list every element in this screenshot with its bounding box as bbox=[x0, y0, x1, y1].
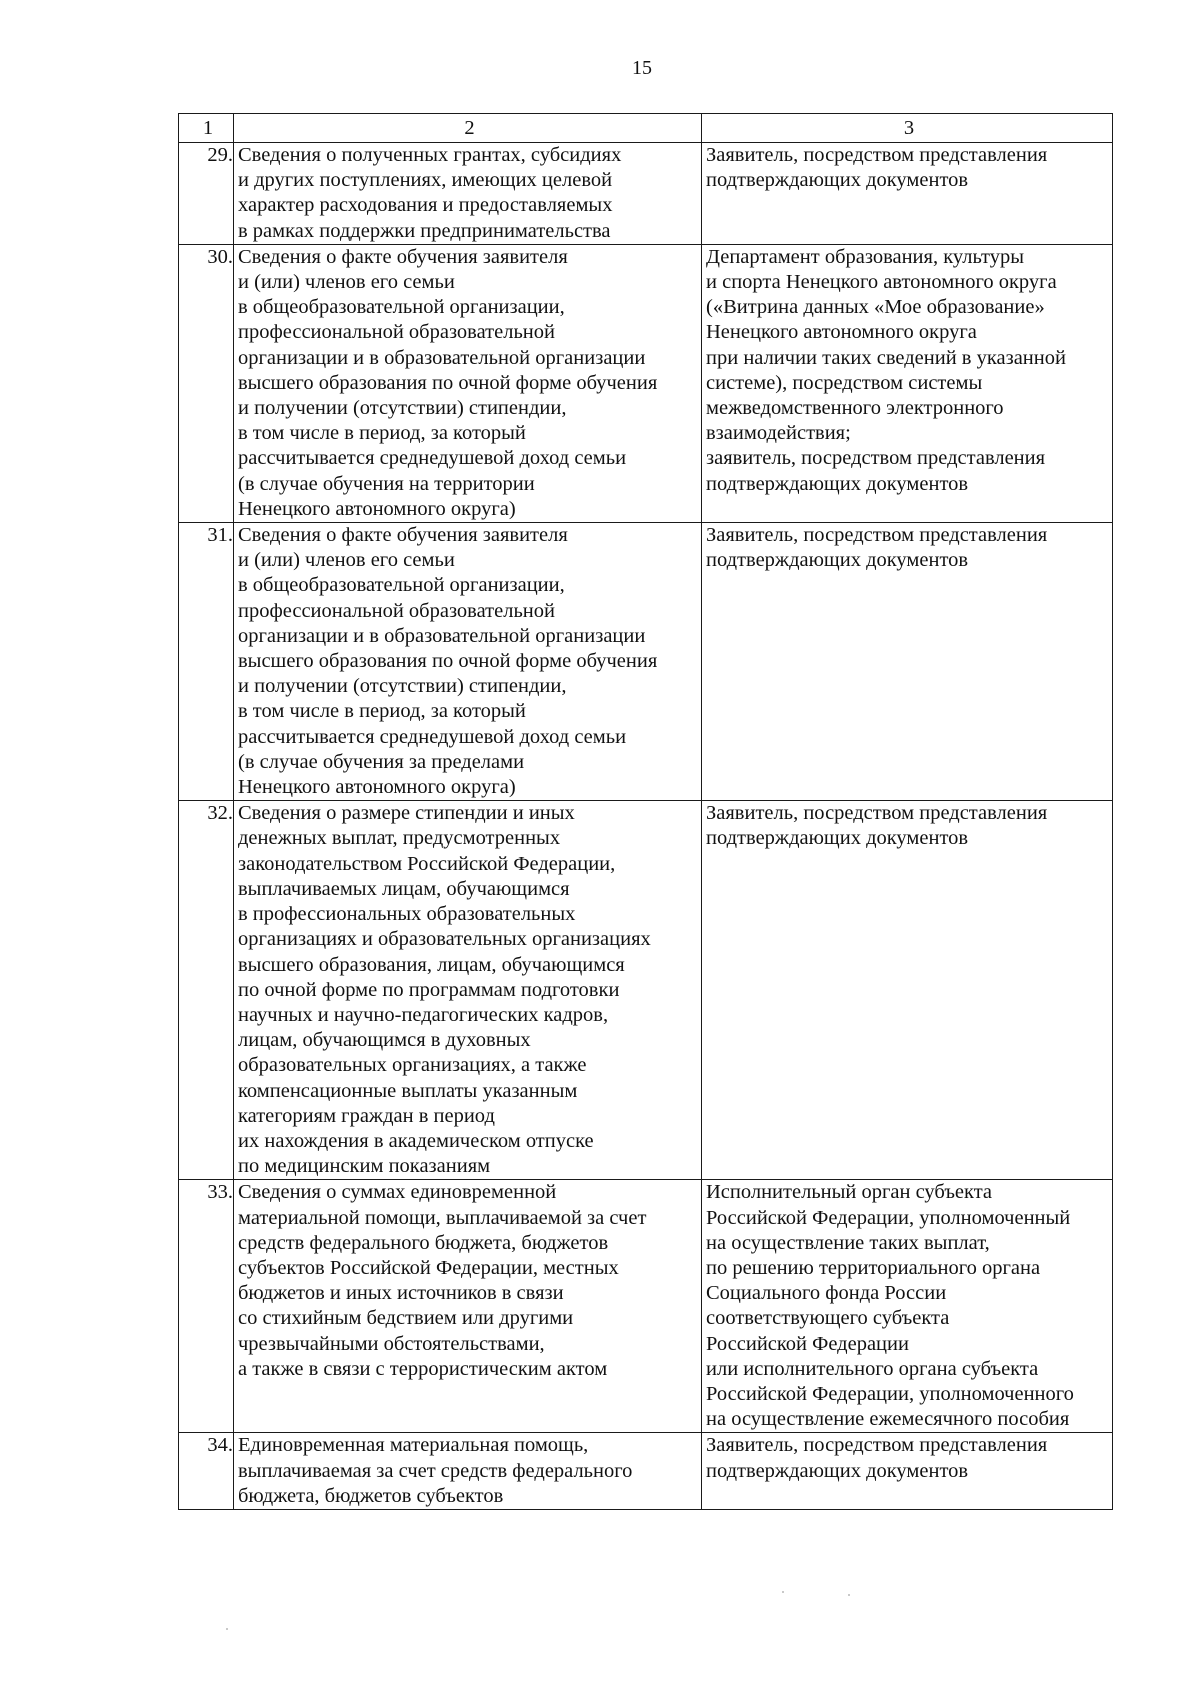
source-line: Заявитель, посредством представления bbox=[706, 144, 1048, 166]
description-line: в общеобразовательной организации, bbox=[238, 574, 565, 597]
description-line: Сведения о суммах единовременной bbox=[238, 1181, 557, 1204]
row-number: 31. bbox=[179, 523, 234, 801]
row-number: 29. bbox=[179, 143, 234, 245]
description-line: Сведения о полученных грантах, субсидиях bbox=[238, 144, 622, 166]
description-line: рассчитывается среднедушевой доход семьи bbox=[238, 725, 627, 748]
description-line: профессиональной образовательной bbox=[238, 321, 555, 344]
description-line: субъектов Российской Федерации, местных bbox=[238, 1256, 619, 1279]
column-header-1: 1 bbox=[179, 114, 234, 143]
source-line: Российской Федерации bbox=[706, 1332, 909, 1355]
source-line: Заявитель, посредством представления bbox=[706, 1434, 1048, 1457]
information-description-cell bbox=[234, 1180, 702, 1433]
description-line: бюджета, бюджетов субъектов bbox=[238, 1484, 504, 1507]
description-line: и других поступлениях, имеющих целевой bbox=[238, 169, 613, 192]
information-source-cell bbox=[702, 244, 1113, 522]
header-row bbox=[179, 114, 1113, 143]
table-row bbox=[179, 1180, 1113, 1433]
description-line: Сведения о факте обучения заявителя bbox=[238, 245, 568, 268]
scan-speck bbox=[782, 1591, 784, 1593]
source-line: подтверждающих документов bbox=[706, 472, 969, 495]
description-line: компенсационные выплаты указанным bbox=[238, 1079, 578, 1102]
source-line: Заявитель, посредством представления bbox=[706, 524, 1048, 547]
source-line: на осуществление таких выплат, bbox=[706, 1231, 990, 1254]
source-line: подтверждающих документов bbox=[706, 1459, 969, 1482]
description-line: по медицинским показаниям bbox=[238, 1155, 491, 1178]
description-line: высшего образования, лицам, обучающимся bbox=[238, 953, 625, 976]
source-line: при наличии таких сведений в указанной bbox=[706, 346, 1066, 369]
description-line: в рамках поддержки предпринимательства bbox=[238, 219, 611, 242]
description-line: Ненецкого автономного округа) bbox=[238, 776, 516, 799]
information-description-cell bbox=[234, 801, 702, 1180]
source-line: («Витрина данных «Мое образование» bbox=[706, 296, 1045, 319]
scan-speck bbox=[226, 1628, 228, 1630]
description-line: научных и научно-педагогических кадров, bbox=[238, 1003, 609, 1026]
description-line: их нахождения в академическом отпуске bbox=[238, 1129, 594, 1152]
source-line: по решению территориального органа bbox=[706, 1256, 1041, 1279]
description-line: выплачиваемых лицам, обучающимся bbox=[238, 877, 570, 900]
column-header-2: 2 bbox=[234, 114, 702, 143]
description-line: (в случае обучения за пределами bbox=[238, 750, 525, 773]
source-line: межведомственного электронного bbox=[706, 397, 1004, 420]
source-line: Социального фонда России bbox=[706, 1282, 947, 1305]
information-source-cell bbox=[702, 1433, 1113, 1510]
description-line: выплачиваемая за счет средств федерального bbox=[238, 1459, 633, 1482]
description-line: материальной помощи, выплачиваемой за счет bbox=[238, 1206, 647, 1229]
description-line: средств федерального бюджета, бюджетов bbox=[238, 1231, 609, 1254]
description-line: организации и в образовательной организации bbox=[238, 346, 646, 369]
source-line: подтверждающих документов bbox=[706, 549, 969, 572]
description-line: и (или) членов его семьи bbox=[238, 271, 455, 294]
source-line: на осуществление ежемесячного пособия bbox=[706, 1408, 1070, 1431]
description-line: организации и в образовательной организации bbox=[238, 624, 646, 647]
table-body bbox=[179, 143, 1113, 1510]
source-line: или исполнительного органа субъекта bbox=[706, 1357, 1039, 1380]
description-line: Сведения о размере стипендии и иных bbox=[238, 802, 575, 825]
information-source-cell bbox=[702, 143, 1113, 245]
source-line: Российской Федерации, уполномоченный bbox=[706, 1206, 1071, 1229]
information-source-cell bbox=[702, 1180, 1113, 1433]
source-line: подтверждающих документов bbox=[706, 827, 969, 850]
information-description-cell bbox=[234, 1433, 702, 1510]
table-row bbox=[179, 244, 1113, 522]
table-row bbox=[179, 1433, 1113, 1510]
description-line: Сведения о факте обучения заявителя bbox=[238, 524, 568, 547]
source-line: заявитель, посредством представления bbox=[706, 447, 1046, 470]
table-header bbox=[179, 114, 1113, 143]
column-header-3: 3 bbox=[702, 114, 1113, 143]
source-line: Департамент образования, культуры bbox=[706, 245, 1024, 268]
document-table bbox=[178, 113, 1113, 1510]
description-line: высшего образования по очной форме обучения bbox=[238, 650, 658, 673]
row-number: 34. bbox=[179, 1433, 234, 1510]
table-row bbox=[179, 801, 1113, 1180]
source-line: Ненецкого автономного округа bbox=[706, 321, 977, 344]
information-source-cell bbox=[702, 801, 1113, 1180]
description-line: бюджетов и иных источников в связи bbox=[238, 1282, 564, 1305]
source-line: Исполнительный орган субъекта bbox=[706, 1181, 993, 1204]
description-line: а также в связи с террористическим актом bbox=[238, 1357, 608, 1380]
description-line: в общеобразовательной организации, bbox=[238, 296, 565, 319]
description-line: высшего образования по очной форме обучения bbox=[238, 371, 658, 394]
description-line: в профессиональных образовательных bbox=[238, 903, 576, 926]
source-line: системе), посредством системы bbox=[706, 371, 983, 394]
table-row bbox=[179, 523, 1113, 801]
source-line: подтверждающих документов bbox=[706, 169, 969, 192]
page-number: 15 bbox=[632, 57, 652, 79]
description-line: и получении (отсутствии) стипендии, bbox=[238, 397, 567, 420]
row-number: 33. bbox=[179, 1180, 234, 1433]
source-line: соответствующего субъекта bbox=[706, 1307, 950, 1330]
source-line: взаимодействия; bbox=[706, 422, 851, 445]
row-number: 32. bbox=[179, 801, 234, 1180]
description-line: денежных выплат, предусмотренных bbox=[238, 827, 561, 850]
source-line: и спорта Ненецкого автономного округа bbox=[706, 271, 1057, 294]
description-line: и (или) членов его семьи bbox=[238, 549, 455, 572]
information-description-cell bbox=[234, 143, 702, 245]
description-line: рассчитывается среднедушевой доход семьи bbox=[238, 447, 627, 470]
information-description-cell bbox=[234, 523, 702, 801]
description-line: характер расходования и предоставляемых bbox=[238, 194, 613, 217]
source-line: Заявитель, посредством представления bbox=[706, 802, 1048, 825]
description-line: и получении (отсутствии) стипендии, bbox=[238, 675, 567, 698]
description-line: со стихийным бедствием или другими bbox=[238, 1307, 574, 1330]
description-line: категориям граждан в период bbox=[238, 1104, 495, 1127]
description-line: лицам, обучающимся в духовных bbox=[238, 1029, 531, 1052]
description-line: Единовременная материальная помощь, bbox=[238, 1434, 589, 1457]
description-line: чрезвычайными обстоятельствами, bbox=[238, 1332, 545, 1355]
information-description-cell bbox=[234, 244, 702, 522]
description-line: Ненецкого автономного округа) bbox=[238, 497, 516, 520]
description-line: организациях и образовательных организациях bbox=[238, 928, 651, 951]
table-row bbox=[179, 143, 1113, 245]
description-line: в том числе в период, за который bbox=[238, 700, 526, 723]
description-line: законодательством Российской Федерации, bbox=[238, 852, 616, 875]
description-line: (в случае обучения на территории bbox=[238, 472, 535, 495]
description-line: по очной форме по программам подготовки bbox=[238, 978, 620, 1001]
description-line: профессиональной образовательной bbox=[238, 599, 555, 622]
information-source-cell bbox=[702, 523, 1113, 801]
scan-speck bbox=[848, 1594, 850, 1596]
description-line: в том числе в период, за который bbox=[238, 422, 526, 445]
row-number: 30. bbox=[179, 244, 234, 522]
source-line: Российской Федерации, уполномоченного bbox=[706, 1382, 1074, 1405]
description-line: образовательных организациях, а также bbox=[238, 1054, 587, 1077]
